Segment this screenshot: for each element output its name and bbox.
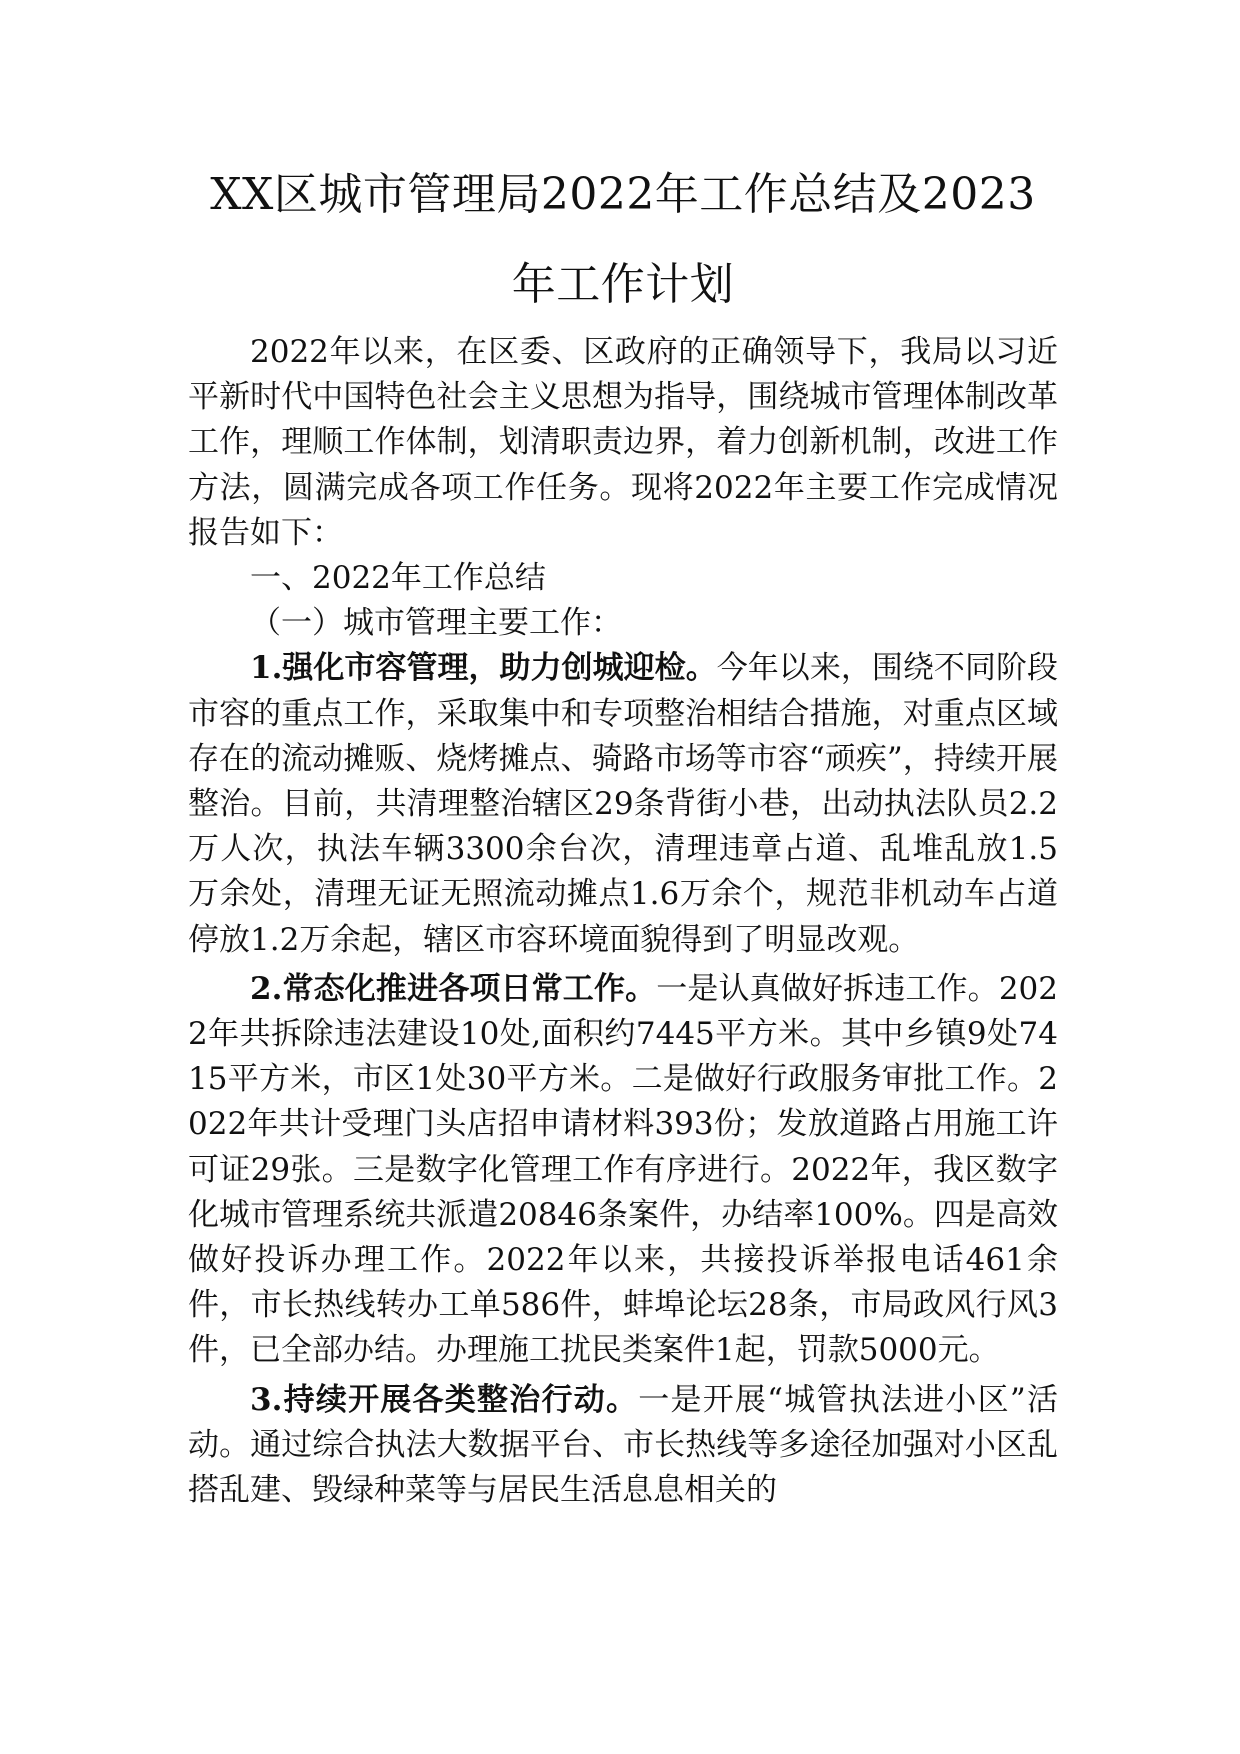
section-heading: 一、2022年工作总结 <box>250 560 546 597</box>
item-paragraph-3 <box>188 1378 1058 1514</box>
item-body-1: 今年以来，围绕不同阶段市容的重点工作，采取集中和专项整治相结合措施，对重点区域存在的流动摊贩、烧烤摊点、骑路市场等市容“顽疾”，持续开展整治。目前，共清理整治辖区29条背街小巷，出动执法队员2.2万人次，执法车辆3300余台次，清理违章占道、乱堆乱放1.5万余处，清理无证无照流动摊点1.6万余个，规范非机动车占道停放1.2万余起，辖区市容环境面貌得到了明显改观。 <box>188 650 1058 958</box>
item-body-3: 一是开展“城管执法进小区”活动。通过综合执法大数据平台、市长热线等多途径加强对小区乱搭乱建、毁绿种菜等与居民生活息息相关的 <box>188 1381 1058 1509</box>
document-page <box>188 150 1058 1513</box>
item-lead-1: 1.强化市容管理，助力创城迎检。 <box>250 650 717 687</box>
item-paragraph-2 <box>188 967 1058 1374</box>
item-paragraph-1 <box>188 646 1058 962</box>
item-body-2: 一是认真做好拆违工作。2022年共拆除违法建设10处,面积约7445平方米。其中乡镇9处7415平方米，市区1处30平方米。二是做好行政服务审批工作。2022年共计受理门头店招申请材料393份；发放道路占用施工许可证29张。三是数字化管理工作有序进行。2022年，我区数字化城市管理系统共派遣20846条案件，办结率100%。四是高效做好投诉办理工作。2022年以来，共接投诉举报电话461余件，市长热线转办工单586件，蚌埠论坛28条，市局政风行风3件，已全部办结。办理施工扰民类案件1起，罚款5000元。 <box>188 970 1058 1369</box>
document-title <box>188 150 1058 330</box>
item-lead-2: 2.常态化推进各项日常工作。 <box>250 970 657 1007</box>
intro-paragraph: 2022年以来，在区委、区政府的正确领导下，我局以习近平新时代中国特色社会主义思想为指导，围绕城市管理体制改革工作，理顺工作体制，划清职责边界，着力创新机制，改进工作方法，圆满完成各项工作任务。现将2022年主要工作完成情况报告如下： <box>188 334 1058 551</box>
subsection-heading: （一）城市管理主要工作： <box>250 605 622 642</box>
title-line-2: 年工作计划 <box>511 259 735 310</box>
title-line-1: XX区城市管理局2022年工作总结及2023 <box>210 169 1036 220</box>
item-lead-3: 3.持续开展各类整治行动。 <box>250 1381 639 1418</box>
